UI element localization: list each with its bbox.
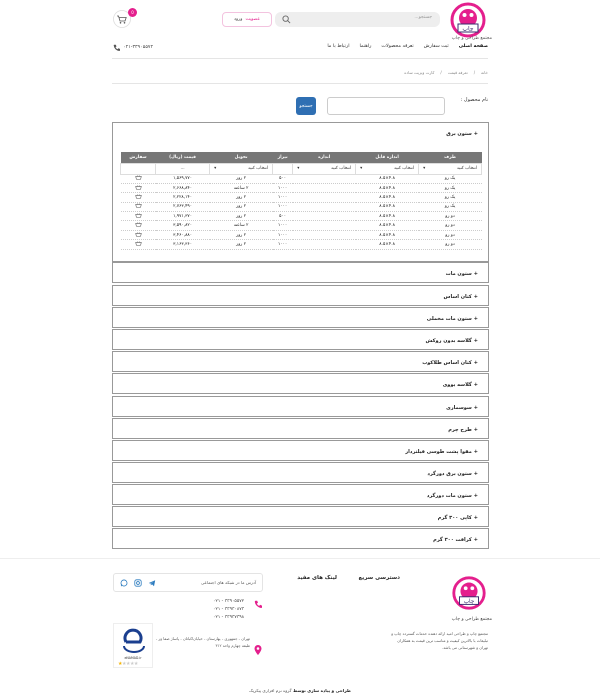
table-cell: ۴.۸×۸.۵ bbox=[356, 202, 419, 211]
basket-icon[interactable] bbox=[135, 175, 142, 180]
register-button[interactable]: ورود bbox=[233, 17, 243, 22]
accordion-item[interactable] bbox=[112, 262, 489, 283]
basket-icon[interactable] bbox=[135, 185, 142, 190]
accordion-title[interactable]: +ستون برق bbox=[446, 131, 478, 137]
enamad-badge[interactable] bbox=[113, 623, 153, 668]
search-input[interactable]: جستجو... bbox=[414, 15, 432, 20]
table-row bbox=[121, 193, 482, 202]
table-cell: ۲ روز bbox=[210, 193, 273, 202]
cart-count-badge: 0 bbox=[128, 8, 137, 17]
accordion-item[interactable] bbox=[112, 462, 489, 483]
col-size: اندازه bbox=[293, 152, 356, 163]
plus-icon: + bbox=[473, 405, 478, 411]
plus-icon: + bbox=[473, 537, 478, 543]
accordion-item[interactable] bbox=[112, 351, 489, 372]
table-cell: ۲ ساعته bbox=[210, 183, 273, 192]
table-cell: ۴.۸×۸.۵ bbox=[356, 230, 419, 239]
filter-delivery-select[interactable]: انتخاب کنید ▾ bbox=[210, 163, 273, 174]
table-row bbox=[121, 202, 482, 211]
table-cell: ۲ روز bbox=[210, 202, 273, 211]
table-cell: ۲ روز bbox=[210, 240, 273, 249]
footer-phone-2: ۰۲۱ - ۳۳۹۳۰۸۷۳ bbox=[213, 607, 245, 612]
table-cell: ۲,۶۶۸,۸۴۰ bbox=[156, 183, 210, 192]
accordion-title[interactable]: +گلاسه بدون روکش bbox=[425, 338, 478, 344]
search-icon[interactable] bbox=[282, 15, 291, 24]
nav-contact[interactable]: ارتباط با ما bbox=[327, 44, 350, 49]
plus-icon: + bbox=[473, 427, 478, 433]
nav-order[interactable]: ثبت سفارش bbox=[423, 44, 449, 49]
filter-quantity[interactable] bbox=[273, 163, 293, 174]
membership-buttons[interactable] bbox=[222, 12, 272, 27]
plus-icon: + bbox=[473, 271, 478, 277]
product-name-input[interactable] bbox=[327, 97, 445, 115]
col-price: قیمت (ریال) bbox=[156, 152, 210, 163]
table-cell: دو رو bbox=[419, 221, 482, 230]
chevron-down-icon: ▾ bbox=[360, 166, 363, 171]
plus-icon: + bbox=[473, 316, 478, 322]
table-cell: ۴.۸×۸.۵ bbox=[356, 174, 419, 183]
plus-icon: + bbox=[473, 338, 478, 344]
accordion-title[interactable]: +ستون مات مخملی bbox=[426, 316, 478, 322]
table-cell: ۱۰۰۰ bbox=[273, 183, 293, 192]
footer-divider bbox=[0, 558, 600, 559]
basket-icon[interactable] bbox=[135, 194, 142, 199]
table-cell: ۴.۸×۸.۵ bbox=[356, 221, 419, 230]
breadcrumb-current: کارت ویزیت ساده bbox=[404, 70, 435, 75]
table-cell: دو رو bbox=[419, 212, 482, 221]
table-cell: دو رو bbox=[419, 230, 482, 239]
accordion-title[interactable]: +کتان اساس طلاکوب bbox=[422, 360, 478, 366]
table-cell: ۵۰۰ bbox=[273, 212, 293, 221]
table-cell: ۱,۹۷۱,۳۷۰ bbox=[156, 212, 210, 221]
table-row bbox=[121, 221, 482, 230]
table-cell: یک رو bbox=[419, 193, 482, 202]
nav-pricing[interactable]: تعرفه محصولات bbox=[381, 44, 414, 49]
table-cell bbox=[293, 193, 356, 202]
accordion-item[interactable] bbox=[112, 484, 489, 505]
social-text: آدرس ما در شبکه های اجتماعی bbox=[200, 580, 256, 585]
table-cell: یک رو bbox=[419, 202, 482, 211]
useful-links-heading: لینک های مفید bbox=[297, 575, 337, 581]
table-row bbox=[121, 240, 482, 249]
accordion-item[interactable] bbox=[112, 528, 489, 549]
social-box bbox=[113, 573, 263, 592]
col-quantity: تیراژ bbox=[273, 152, 293, 163]
table-row bbox=[121, 212, 482, 221]
basket-icon[interactable] bbox=[135, 241, 142, 246]
telegram-icon[interactable] bbox=[148, 579, 156, 587]
table-cell: ۴.۸×۸.۵ bbox=[356, 212, 419, 221]
order-basket-button[interactable] bbox=[121, 174, 156, 183]
filter-row bbox=[121, 163, 482, 174]
accordion-title[interactable]: +کرافت ۳۰۰ گرم bbox=[433, 537, 478, 543]
product-search-button[interactable]: جستجو bbox=[296, 97, 316, 115]
order-basket-button[interactable] bbox=[121, 230, 156, 239]
table-cell bbox=[293, 174, 356, 183]
footer-brand-subtitle: مجتمع طراحی و چاپ bbox=[451, 617, 492, 622]
table-cell: ۲ ساعته bbox=[210, 221, 273, 230]
table-cell bbox=[293, 183, 356, 192]
accordion-item[interactable] bbox=[112, 418, 489, 439]
plus-icon: + bbox=[473, 360, 478, 366]
header-divider bbox=[112, 58, 488, 59]
basket-icon[interactable] bbox=[135, 222, 142, 227]
basket-icon[interactable] bbox=[135, 232, 142, 237]
copyright-rest: گروه نرم افزاری پیکریک bbox=[249, 688, 292, 693]
table-cell bbox=[293, 230, 356, 239]
filter-size-select[interactable]: انتخاب کنید ▾ bbox=[293, 163, 356, 174]
accordion-item[interactable] bbox=[112, 506, 489, 527]
accordion-title[interactable]: +سوسماری bbox=[446, 405, 478, 411]
header-phone bbox=[113, 44, 153, 51]
table-cell: ۲ روز bbox=[210, 212, 273, 221]
table-row bbox=[121, 230, 482, 239]
footer-phones bbox=[213, 598, 244, 622]
breadcrumb-home[interactable]: خانه bbox=[481, 70, 488, 75]
table-cell: یک رو bbox=[419, 183, 482, 192]
table-cell: ۲ روز bbox=[210, 230, 273, 239]
accordion-item[interactable] bbox=[112, 329, 489, 350]
table-cell: ۴.۸×۸.۵ bbox=[356, 240, 419, 249]
whatsapp-icon[interactable] bbox=[120, 579, 128, 587]
accordion-title[interactable]: +طرح چرم bbox=[448, 427, 478, 433]
plus-icon: + bbox=[473, 449, 478, 455]
enamad-logo-icon bbox=[114, 624, 152, 654]
copyright-bold: طراحی و پیاده سازی توسط bbox=[292, 688, 351, 693]
accordion-item[interactable] bbox=[112, 440, 489, 461]
table-cell: ۳,۱۶۳,۳۶۰ bbox=[156, 240, 210, 249]
logo-text: چاپ bbox=[462, 25, 474, 33]
accordion-title[interactable]: +مقوا پشت طوسی فیلتردار bbox=[405, 449, 478, 455]
table-cell: ۱۰۰۰ bbox=[273, 202, 293, 211]
breadcrumb-separator: / bbox=[440, 70, 442, 75]
footer-phone-1: ۰۲۱ - ۳۳۹۰۵۵۷۲ bbox=[213, 599, 245, 604]
table-row bbox=[121, 183, 482, 192]
accordion-item[interactable] bbox=[112, 396, 489, 417]
enamad-stars: ★★★★★ bbox=[118, 661, 138, 667]
table-cell: دو رو bbox=[419, 240, 482, 249]
table-cell: ۳,۵۹۰,۸۲۰ bbox=[156, 221, 210, 230]
order-basket-button[interactable] bbox=[121, 212, 156, 221]
filter-print-size-select[interactable]: انتخاب کنید ▾ bbox=[356, 163, 419, 174]
filter-order bbox=[121, 163, 156, 174]
table-cell bbox=[293, 202, 356, 211]
col-order: سفارش bbox=[121, 152, 156, 163]
order-basket-button[interactable] bbox=[121, 240, 156, 249]
col-delivery: تحویل bbox=[210, 152, 273, 163]
main-nav bbox=[327, 44, 488, 49]
breadcrumb-separator: / bbox=[473, 70, 476, 75]
footer-logo[interactable] bbox=[450, 573, 488, 613]
basket-icon[interactable] bbox=[135, 203, 142, 208]
brand-subtitle: مجتمع طراحی و چاپ bbox=[451, 36, 492, 41]
plus-icon: + bbox=[473, 382, 478, 388]
order-basket-button[interactable] bbox=[121, 183, 156, 192]
table-cell: ۴.۸×۸.۵ bbox=[356, 183, 419, 192]
instagram-icon[interactable] bbox=[134, 579, 142, 587]
table-cell bbox=[293, 221, 356, 230]
plus-icon: + bbox=[473, 471, 478, 477]
table-cell: یک رو bbox=[419, 174, 482, 183]
table-cell: ۵۰۰ bbox=[273, 174, 293, 183]
accordion-item[interactable] bbox=[112, 285, 489, 306]
breadcrumb bbox=[404, 70, 488, 75]
phone-icon bbox=[113, 44, 120, 51]
table-header-row bbox=[121, 152, 482, 163]
order-basket-button[interactable] bbox=[121, 202, 156, 211]
login-button[interactable]: عضویت bbox=[245, 17, 261, 22]
filter-price[interactable]: ... bbox=[156, 163, 210, 174]
chevron-down-icon: ▾ bbox=[423, 166, 426, 171]
copyright bbox=[0, 688, 600, 693]
table-cell: ۲,۲۲۸,۱۴۰ bbox=[156, 193, 210, 202]
col-side: طرف bbox=[419, 152, 482, 163]
table-cell: ۱۰۰۰ bbox=[273, 230, 293, 239]
table-row bbox=[121, 174, 482, 183]
filter-side-select[interactable]: انتخاب کنید ▾ bbox=[419, 163, 482, 174]
enamad-text: eNAMAD.ir bbox=[124, 656, 142, 660]
brand-logo[interactable] bbox=[448, 2, 488, 38]
breadcrumb-pricing[interactable]: تعرفه قیمت bbox=[447, 70, 468, 75]
location-pin-icon bbox=[254, 645, 262, 655]
table-cell: ۱۰۰۰ bbox=[273, 193, 293, 202]
accordion-title[interactable]: +کتان اساس bbox=[443, 294, 478, 300]
order-basket-button[interactable] bbox=[121, 193, 156, 202]
product-name-label: نام محصول : bbox=[460, 97, 488, 103]
nav-home[interactable]: صفحه اصلی bbox=[458, 44, 488, 49]
phone-number: ۰۲۱-۳۳۹۰۵۵۷۲ bbox=[123, 45, 154, 50]
table-cell: ۱,۵۶۹,۷۷۰ bbox=[156, 174, 210, 183]
table-cell: ۲ روز bbox=[210, 174, 273, 183]
footer-logo-text: چاپ bbox=[463, 598, 475, 605]
table-cell: ۲,۷۶۳,۴۹۰ bbox=[156, 202, 210, 211]
table-cell bbox=[293, 240, 356, 249]
plus-icon: + bbox=[473, 294, 478, 300]
accordion-item[interactable] bbox=[112, 373, 489, 394]
accordion-title[interactable]: +ستون برق دورگرد bbox=[427, 471, 478, 477]
basket-icon[interactable] bbox=[135, 213, 142, 218]
order-basket-button[interactable] bbox=[121, 221, 156, 230]
breadcrumb-divider bbox=[112, 83, 488, 84]
accordion-item[interactable] bbox=[112, 307, 489, 328]
plus-icon: + bbox=[473, 131, 478, 137]
plus-icon: + bbox=[473, 493, 478, 499]
plus-icon: + bbox=[473, 515, 478, 521]
quick-access-heading: دسترسی سریع bbox=[358, 575, 400, 581]
col-print-size: اندازه قابل bbox=[356, 152, 419, 163]
table-cell: ۱۰۰۰ bbox=[273, 240, 293, 249]
footer-phone-3: ۰۲۱ - ۳۳۹۳۷۳۹۸ bbox=[213, 615, 245, 620]
search-box[interactable] bbox=[275, 12, 440, 27]
table-cell: ۳,۴۶۰,۸۸۰ bbox=[156, 230, 210, 239]
table-cell: ۱۰۰۰ bbox=[273, 221, 293, 230]
footer-address: تهران - جمهوری - بهارستان - خیابان‌اکباتان - پاساژ صفا ور - طبقه چهارم واحد ۳۱۲ bbox=[155, 636, 250, 648]
accordion-title[interactable]: +کاپی ۳۰۰ گرم bbox=[437, 515, 478, 521]
accordion-title[interactable]: +گلاسه یووی bbox=[442, 382, 478, 388]
footer-about-text: مجتمع چاپ و طراحی امید ارائه دهنده خدمات گسترده چاپ و تبلیغات با بالاترین کیفیت و مناسب ترین قیمت به همکاران تهران و شهرستانی می باشد. bbox=[391, 631, 488, 650]
nav-guide[interactable]: راهنما bbox=[359, 44, 372, 49]
price-table bbox=[120, 152, 482, 250]
table-cell: ۴.۸×۸.۵ bbox=[356, 193, 419, 202]
accordion-title[interactable]: +ستون مات bbox=[445, 271, 478, 277]
footer-phone-icon bbox=[254, 600, 262, 608]
chevron-down-icon: ▾ bbox=[297, 166, 300, 171]
accordion-title[interactable]: +ستون مات دورگرد bbox=[426, 493, 478, 499]
table-cell bbox=[293, 212, 356, 221]
chevron-down-icon: ▾ bbox=[214, 166, 217, 171]
